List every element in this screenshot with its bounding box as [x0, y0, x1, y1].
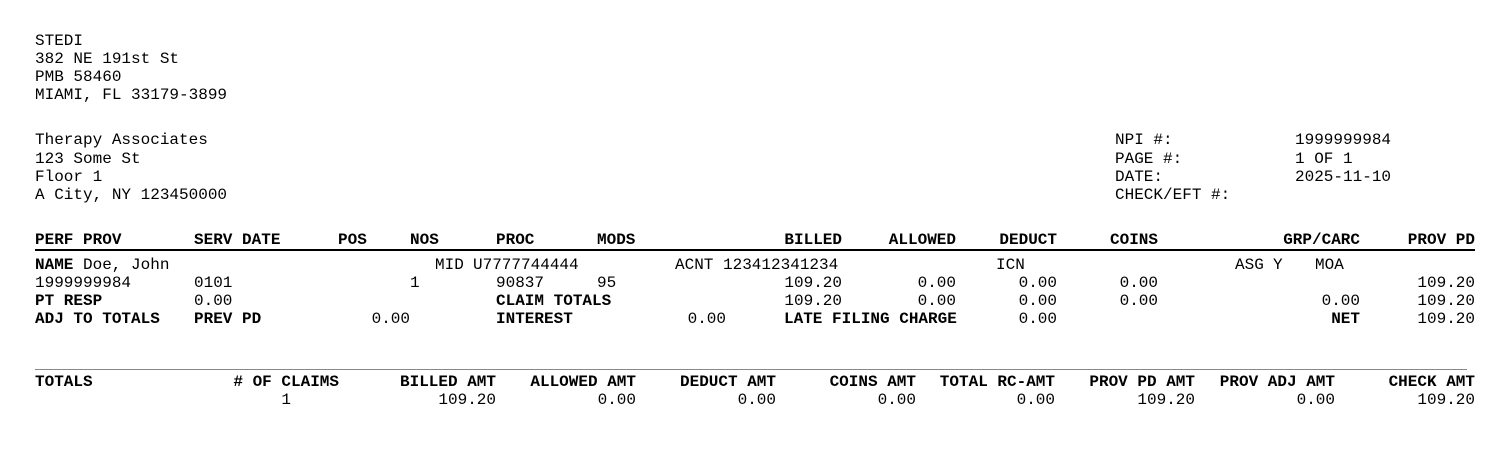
totals-header-check: CHECK AMT — [1388, 373, 1475, 391]
col-header-allowed: ALLOWED — [888, 231, 956, 249]
claim-totals-allowed: 0.00 — [917, 292, 956, 310]
net-value: 109.20 — [1417, 310, 1475, 328]
npi-label: NPI #: — [1115, 131, 1173, 149]
payer-address2: PMB 58460 — [35, 68, 122, 86]
totals-header-rc: TOTAL RC-AMT — [939, 373, 1055, 391]
col-header-coins: COINS — [1110, 231, 1159, 249]
claim-totals-grp-carc: 0.00 — [1321, 292, 1360, 310]
line-serv-date: 0101 — [194, 274, 233, 292]
col-header-grp-carc: GRP/CARC — [1283, 231, 1360, 249]
page-label: PAGE #: — [1115, 150, 1183, 168]
line-prov-pd: 109.20 — [1417, 274, 1475, 292]
line-mods: 95 — [597, 274, 617, 292]
claim-totals-deduct: 0.00 — [1018, 292, 1057, 310]
icn-label: ICN — [996, 256, 1025, 274]
payee-address1: 123 Some St — [35, 150, 141, 168]
line-allowed: 0.00 — [917, 274, 956, 292]
mid-value: U7777744444 — [473, 256, 579, 274]
pt-resp-label: PT RESP — [35, 292, 103, 310]
totals-value-allowed: 0.00 — [597, 391, 636, 409]
totals-value-prov-adj: 0.00 — [1296, 391, 1335, 409]
claim-header-divider — [35, 249, 1475, 251]
claim-totals-label: CLAIM TOTALS — [496, 292, 612, 310]
col-header-nos: NOS — [410, 231, 439, 249]
totals-value-rc: 0.00 — [1016, 391, 1055, 409]
date-value: 2025-11-10 — [1295, 168, 1392, 186]
col-header-prov-pd: PROV PD — [1407, 231, 1475, 249]
col-header-mods: MODS — [597, 231, 636, 249]
net-label: NET — [1331, 310, 1360, 328]
totals-value-deduct: 0.00 — [737, 391, 776, 409]
col-header-serv-date: SERV DATE — [194, 231, 281, 249]
totals-value-check: 109.20 — [1417, 391, 1475, 409]
claim-totals-billed: 109.20 — [784, 292, 842, 310]
totals-header-billed: BILLED AMT — [399, 373, 496, 391]
claim-totals-coins: 0.00 — [1119, 292, 1158, 310]
line-deduct: 0.00 — [1018, 274, 1057, 292]
asg-value: Y — [1273, 256, 1283, 274]
late-filing-charge-label: LATE FILING CHARGE — [784, 310, 957, 328]
totals-divider — [35, 369, 1467, 370]
prev-pd-label: PREV PD — [194, 310, 262, 328]
date-label: DATE: — [1115, 168, 1164, 186]
claim-totals-prov-pd: 109.20 — [1417, 292, 1475, 310]
interest-label: INTEREST — [496, 310, 573, 328]
mid-label: MID — [435, 256, 464, 274]
line-billed: 109.20 — [784, 274, 842, 292]
adj-to-totals-label: ADJ TO TOTALS — [35, 310, 160, 328]
payer-city-line: MIAMI, FL 33179-3899 — [35, 86, 228, 104]
payee-name: Therapy Associates — [35, 131, 208, 149]
col-header-billed: BILLED — [784, 231, 842, 249]
page-value: 1 OF 1 — [1295, 150, 1353, 168]
col-header-perf-prov: PERF PROV — [35, 231, 122, 249]
npi-value: 1999999984 — [1295, 131, 1392, 149]
totals-label: TOTALS — [35, 373, 93, 391]
totals-value-coins: 0.00 — [877, 391, 916, 409]
line-nos: 1 — [410, 274, 420, 292]
acnt-value: 123412341234 — [723, 256, 839, 274]
asg-label: ASG — [1235, 256, 1264, 274]
payer-address1: 382 NE 191st St — [35, 50, 180, 68]
prev-pd-value: 0.00 — [371, 310, 410, 328]
line-perf-prov: 1999999984 — [35, 274, 132, 292]
acnt-label: ACNT — [675, 256, 714, 274]
check-eft-label: CHECK/EFT #: — [1115, 186, 1231, 204]
totals-value-prov-pd: 109.20 — [1137, 391, 1195, 409]
late-filing-charge-value: 0.00 — [1018, 310, 1057, 328]
col-header-pos: POS — [338, 231, 367, 249]
totals-header-coins: COINS AMT — [829, 373, 916, 391]
payee-city-line: A City, NY 123450000 — [35, 186, 228, 204]
totals-header-deduct: DEDUCT AMT — [679, 373, 776, 391]
totals-value-billed: 109.20 — [438, 391, 496, 409]
payer-name: STEDI — [35, 32, 84, 50]
moa-label: MOA — [1315, 256, 1344, 274]
line-coins: 0.00 — [1119, 274, 1158, 292]
col-header-deduct: DEDUCT — [999, 231, 1057, 249]
pt-resp-value: 0.00 — [194, 292, 233, 310]
name-label: NAME — [35, 256, 74, 274]
totals-value-claims: 1 — [281, 391, 291, 409]
interest-value: 0.00 — [687, 310, 726, 328]
totals-header-claims: # OF CLAIMS — [233, 373, 339, 391]
line-proc: 90837 — [496, 274, 545, 292]
totals-header-allowed: ALLOWED AMT — [530, 373, 636, 391]
payee-address2: Floor 1 — [35, 168, 103, 186]
col-header-proc: PROC — [496, 231, 535, 249]
totals-header-prov-adj: PROV ADJ AMT — [1219, 373, 1335, 391]
totals-header-prov-pd: PROV PD AMT — [1089, 373, 1195, 391]
patient-name: Doe, John — [83, 256, 170, 274]
